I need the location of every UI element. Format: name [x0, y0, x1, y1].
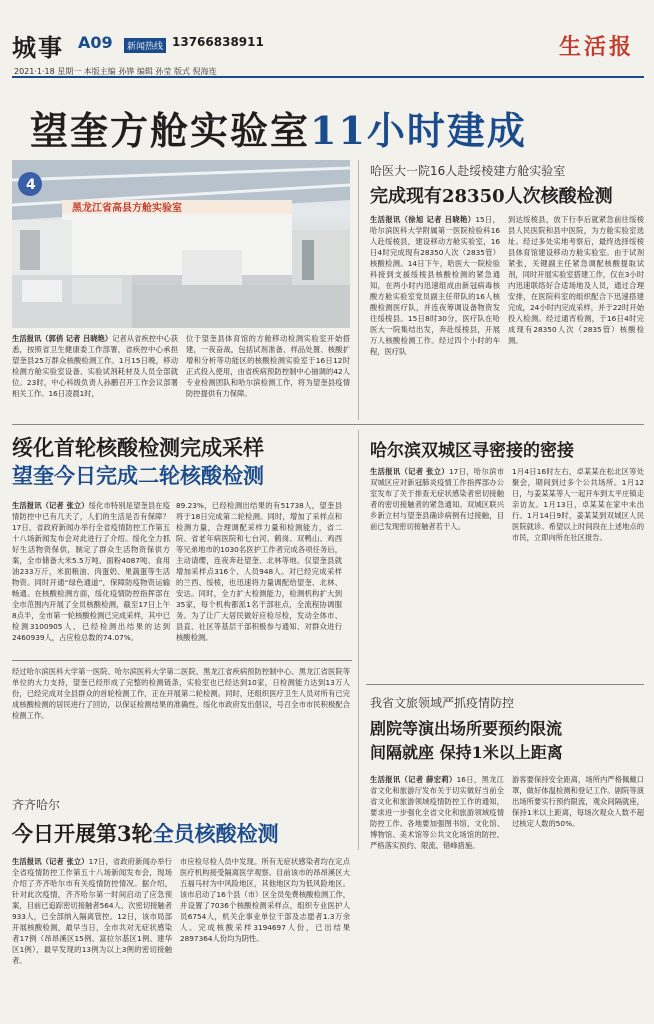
lab-photo [12, 160, 350, 328]
section-name: 城事 [12, 33, 64, 62]
qiqihar-col2 [180, 856, 350, 1016]
harbin-city-text1: 17日，哈尔滨市双城区应对新冠肺炎疫情工作指挥部办公室发布了关于排查无症状感染者密切接触者的密切接触者的紧急通知。双城区联兴乡新立村与望奎县确诊病例有过接触，目前已发现密切接触者若干人。 [370, 467, 504, 531]
photo-badge: 4 [26, 177, 36, 193]
changes-text2: 游客要保持安全距离，场所内严格佩戴口罩，做好体温检测和登记工作。剧院等演出场所要实行预约限流，观众间隔就座，保持1米以上距离，每场次观众人数不超过核定人数的50%。 [512, 775, 644, 828]
hotline-label: 新闻热线 [124, 38, 166, 53]
page-number: A09 [78, 33, 113, 52]
harbin-city-col1 [370, 466, 504, 676]
main-headline [30, 100, 527, 155]
changes-text1: 16日，黑龙江省文化和旅游厅发布关于切实做好当前全省文化和旅游领域疫情防控工作的通知，要求进一步强化全省文化和旅游领域疫情防控工作。各地要加强图书馆、文化馆、博物馆、美术馆等公共文化场馆的防控，严格落实预约、限流、错峰措施。 [370, 775, 504, 850]
section-rule [12, 424, 644, 425]
hotline-number: 13766838911 [172, 35, 264, 49]
changes-col1 [370, 774, 504, 1016]
qiqihar-title-blue: 全员核酸检测 [152, 821, 279, 846]
qiqihar-dateline: 生活报讯（记者 张立） [12, 857, 89, 866]
qiqihar-title [12, 818, 279, 848]
suihua-text2: 89.23%，已经检测出结果的有51738人，望奎县将于18日完成第二轮检测。同时，增加了采样点和检测力量，合理调配采样力量和检测能力，省二院、省老年病医院和七台河、鹤岗、双鸭山、鸡西等兄弟地市的1030名医护工作者完成各项任务后，主动请缨，连夜奔赴望奎、北林等地。仅望奎县就增加采样点316个、人员948人。对已经完成采样的兰西、绥棱，也迅速将力量调配给望奎、北林、安达。同时，全力扩大检测能力，检测机构扩大到35家，每个机构都派1名干部驻点，全流程协调服务。为了让广大居民做好应检尽检，发动全体市、县直、社区等基层干部积极参与通知、对群众进行核酸检测。 [176, 501, 342, 642]
qiqihar-col1 [12, 856, 172, 1016]
column-divider [358, 160, 359, 420]
suihua-col1 [12, 500, 170, 650]
masthead [0, 0, 654, 76]
harbin-medical-title: 完成现有28350人次核酸检测 [370, 186, 613, 207]
harbin-medical-dateline: 生活报讯（徐旭 记者 吕晓艳） [370, 215, 476, 224]
changes-kicker: 我省文旅领域严抓疫情防控 [370, 696, 515, 710]
photo-story-text1: 记者从省疾控中心获悉，按照省卫生健康委工作部署，省疾控中心承担望奎县25万群众核酸检测工作。1月15日晚，移动检测方舱实验室设备、实验试剂耗材及人员全部就位。23时，中心科级负责人孙鹏召开工作会议部署相关工作。16日凌晨1时， [12, 334, 178, 398]
harbin-medical-text1: 15日，哈尔滨医科大学附属第一医院检验科16人赴绥棱县，建设移动方舱实验室，16日4时完成现有28350人次（2835管）核酸检测。14日下午，哈医大一院检验科接到支援绥棱县核酸检测的紧急通知，在两小时内迅速组成由新冠病毒核酸方舱实验室党员副主任带队的16人核酸检测医疗队，并连夜筹调设备物资发往绥棱县。15日8时30分，医疗队在哈医大一院集结出发，奔赴绥棱县，开展万人核酸检测工作。经过四个小时的车程，医疗队 [370, 215, 500, 356]
harbin-city-title: 哈尔滨双城区寻密接的密接 [370, 441, 574, 461]
changes-title1: 剧院等演出场所要预约限流 [370, 719, 563, 738]
headline-part2: 11小时建成 [310, 108, 527, 153]
harbin-medical-col2 [508, 214, 644, 418]
qiqihar-text2: 市应检尽检人员中发现。所有无症状感染者均在定点医疗机构接受隔离医学观察。目前该市的昂昂溪区大五福马村为中风险地区，其他地区均为低风险地区。该市启动了16个县（市）区全员免费核酸检测工作，并设置了7036个核酸检测采样点，组织专业医护人员6754人，机关企事业单位干部及志愿者1.3万余人。完成核酸采样3194697人份，已出结果2897364人份均为阴性。 [180, 857, 350, 943]
harbin-city-col2 [512, 466, 644, 676]
harbin-city-dateline: 生活报讯（记者 张立） [370, 467, 450, 476]
qiqihar-text1: 17日，省政府新闻办举行全省疫情防控工作第五十八场新闻发布会，现场介绍了齐齐哈尔市有关疫情防控情况。据介绍，针对此次疫情，齐齐哈尔第一时间启动了应急预案，目前已追踪密切接触者564人、次密切接触者933人，已全部纳入隔离管控。12日，该市局部开展核酸检测，最早当日，全市共对无症状感染者17例（昂昂溪区15例、富拉尔基区1例、建华区1例），最早发现的13例为以上3例的密切接触者。 [12, 857, 172, 965]
harbin-city-text2: 1月4日16时左右，卓某某在松北区等处聚会，期间到过多个公共场所。1月12日，与姜某某等人一起开车到太平庄镇走亲访友。1月13日，卓某某在家中未出行。1月14日9时，姜某某到双城区人民医院就诊。希望以上时间段在上述地点的市民，立即向所在社区报告。 [512, 467, 644, 542]
changes-col2 [512, 774, 644, 1016]
headline-part1: 望奎方舱实验室 [30, 108, 311, 153]
qiqihar-kicker: 齐齐哈尔 [12, 798, 61, 812]
changes-dateline: 生活报讯（记者 薛宏莉） [370, 775, 457, 784]
section-rule [12, 660, 352, 661]
photo-story-col1 [12, 333, 178, 417]
harbin-medical-col1 [370, 214, 500, 418]
suihua-text1: 绥化市特别是望奎县在疫情防控中已有几天了，人们的生活是否有保障？17日，省政府新闻办举行全省疫情防控工作第五十八场新闻发布会对此进行了介绍。绥化全力抓好生活物资保供，制定了群众生活物资保供方案，全市储备大米5.5万吨、面粉4087吨、食用油233万斤，米面粮油、肉蛋奶、果蔬蛋等生活物资。同时开通“绿色通道”，保障防疫物资运输畅通。在核酸检测方面，绥化疫情防控指挥部在全市范围内开展了全员核酸检测，截至17日上午8点半，全市第一轮核酸检测已完成采样，其中已检测3100905人，已经检测出结果的达到2460939人，占应检总数的74.07%。 [12, 501, 170, 642]
suihua-continued [12, 666, 350, 786]
column-divider [358, 430, 359, 850]
suihua-title: 绥化首轮核酸检测完成采样 [12, 435, 264, 460]
section-rule [366, 684, 644, 685]
qiqihar-title-plain: 今日开展第3轮 [12, 821, 153, 846]
photo-banner: 黑龙江省高县方舱实验室 [72, 203, 182, 214]
lab-photo-illustration [12, 160, 350, 328]
suihua-subtitle: 望奎今日完成二轮核酸检测 [12, 463, 264, 488]
masthead-rule [12, 76, 644, 78]
meta-line: 2021·1·18 星期一 本版主编 孙铧 编辑 孙莹 版式 倪海连 [14, 67, 217, 76]
suihua-dateline: 生活报讯（记者 张立） [12, 501, 89, 510]
suihua-col2 [176, 500, 342, 650]
paper-logo: 生活报 [558, 34, 634, 60]
harbin-medical-text2: 到达绥棱县，放下行李后就紧急前往绥棱县人民医院和县中医院，为方舱实验室选址。经过多处实地考察后，最终选择绥棱县体育馆建设移动方舱实验室。由于试剂紧张，关键副主任紧急调配核酸提取试剂，同时开展实验室搭建工作，仅在3小时内迅速联络好合适场地及人员，通过合理安排，在医院科室的组织配合下迅速搭建完成，24小时内完成采样，并于22时开始投入检测。经过通宵检测，于16日4时完成现有28350人次（2835管）核酸检测。 [508, 215, 644, 345]
changes-title2: 间隔就座 保持1米以上距离 [370, 743, 563, 762]
photo-story-text2: 位于望奎县体育馆的方舱移动检测实验室开始搭建，一夜奋战，包括试剂准备、样品处置、核酸扩增和分析等功能区的核酸检测实验室于16日12时正式投入使用，由省疾病预防控制中心抽调的42人专业检测团队和哈尔滨检测工作，将为望奎县疫情防控提供有力保障。 [186, 334, 350, 398]
suihua-text3-visible: 经过哈尔滨医科大学第一医院、哈尔滨医科大学第二医院、黑龙江省疾病预防控制中心、黑龙江省医院等单位的大力支持，望奎已经形成了完整的检测链条，实验室也已经达到10家，日检测能力达到13万人份，已经完成对全县群众的首轮检测工作，正在开展第二轮检测。同时，还组织医疗卫生人员对所有已完成核酸检测的居民进行了回访，以保证检测结果的准确性。绥化市政府发出倡议，号召全市市民积极配合检测工作。 [12, 667, 350, 720]
harbin-medical-kicker: 哈医大一院16人赴绥棱建方舱实验室 [370, 164, 566, 178]
photo-story-dateline: 生活报讯（郭俏 记者 吕晓艳） [12, 334, 113, 343]
photo-story-col2 [186, 333, 350, 417]
